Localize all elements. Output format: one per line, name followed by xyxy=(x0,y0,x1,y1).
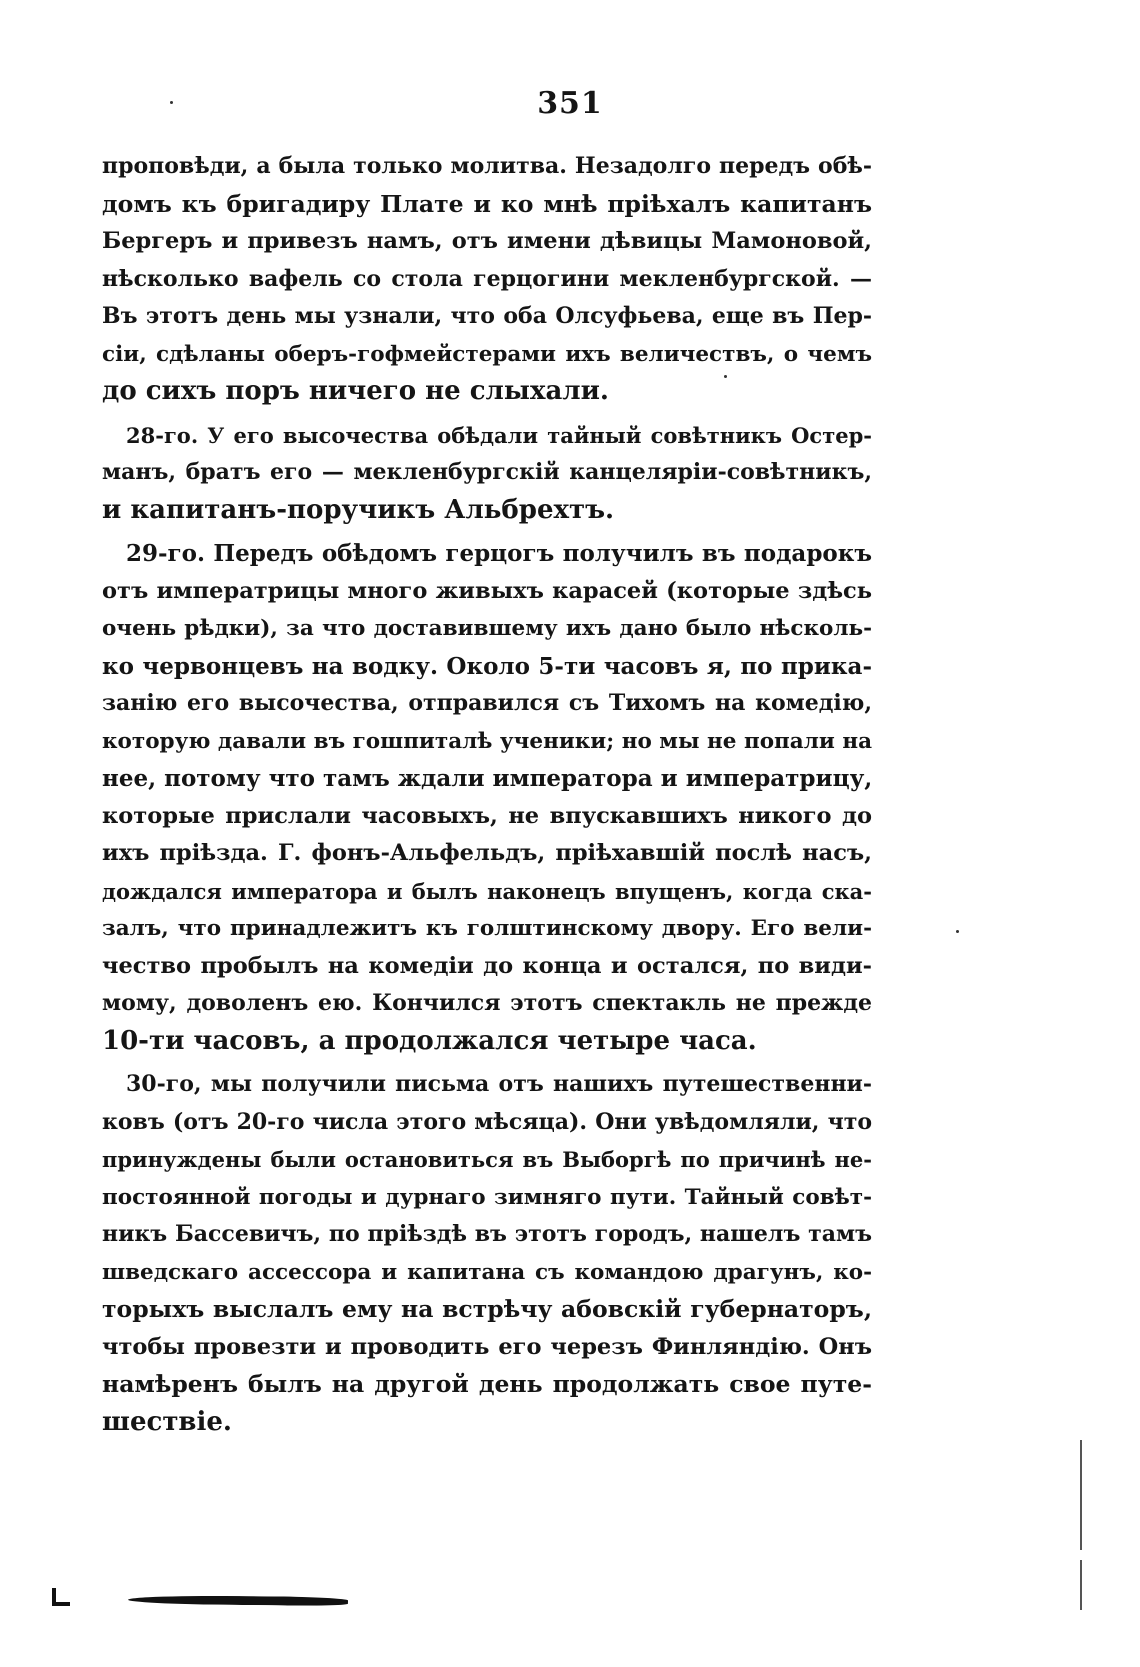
text-line: шествіе. xyxy=(102,1406,232,1437)
ink-speck xyxy=(956,930,959,933)
text-line: и капитанъ-поручикъ Альбрехтъ. xyxy=(102,494,615,525)
text-line: Бергеръ и привезъ намъ, отъ имени дѣвицы Мамоновой, xyxy=(102,228,872,254)
text-line: торыхъ выслалъ ему на встрѣчу абовскій губернаторъ, xyxy=(102,1295,872,1323)
text-line: ковъ (отъ 20-го числа этого мѣсяца). Они увѣдомляли, что xyxy=(102,1108,872,1135)
text-line: залъ, что принадлежитъ къ голштинскому двору. Его вели- xyxy=(102,916,872,941)
text-line: дождался императора и былъ наконецъ впущенъ, когда ска- xyxy=(102,878,872,904)
text-line: манъ, братъ его — мекленбургскій канцеляріи-совѣтникъ, xyxy=(102,459,872,485)
ink-smudge xyxy=(128,1595,348,1606)
paragraph-1 xyxy=(102,148,872,411)
text-line: шведскаго ассессора и капитана съ командою драгунъ, ко- xyxy=(102,1259,872,1285)
text-line: занію его высочества, отправился съ Тихомъ на комедію, xyxy=(102,690,872,716)
text-line: до сихъ поръ ничего не слыхали. xyxy=(102,376,609,406)
text-line: мому, доволенъ ею. Кончился этотъ спектакль не прежде xyxy=(102,990,872,1016)
text-line: ко червонцевъ на водку. Около 5-ти часовъ я, по прика- xyxy=(102,652,872,680)
text-line: 10-ти часовъ, а продолжался четыре часа. xyxy=(102,1025,757,1056)
text-line: очень рѣдки), за что доставившему ихъ дано было нѣсколь- xyxy=(102,616,872,641)
text-line: нее, потому что тамъ ждали императора и императрицу, xyxy=(102,765,873,792)
text-line: чтобы провезти и проводить его черезъ Финляндію. Онъ xyxy=(102,1333,872,1360)
paragraph-4 xyxy=(102,1066,872,1441)
text-line: нѣсколько вафель со стола герцогини мекленбургской. — xyxy=(102,265,872,292)
margin-scan-mark xyxy=(1080,1560,1082,1610)
text-line: которые прислали часовыхъ, не впускавшихъ никого до xyxy=(102,802,872,829)
text-line: 28-го. У его высочества обѣдали тайный совѣтникъ Остер- xyxy=(126,422,872,448)
body-text xyxy=(102,148,872,1447)
text-line: ихъ пріѣзда. Г. фонъ-Альфельдъ, пріѣхавшій послѣ насъ, xyxy=(102,840,872,866)
margin-scan-mark xyxy=(1080,1440,1082,1550)
text-line: Въ этотъ день мы узнали, что оба Олсуфьева, еще въ Пер- xyxy=(102,303,872,329)
text-line: 29-го. Передъ обѣдомъ герцогъ получилъ въ подарокъ xyxy=(126,540,872,567)
text-line: отъ императрицы много живыхъ карасей (которые здѣсь xyxy=(102,577,872,604)
text-line: 30-го, мы получили письма отъ нашихъ путешественни- xyxy=(126,1071,872,1097)
text-line: чество пробылъ на комедіи до конца и остался, по види- xyxy=(102,952,872,979)
page-number: 351 xyxy=(537,86,603,121)
corner-scan-mark xyxy=(52,1588,70,1606)
paragraph-3 xyxy=(102,535,872,1060)
text-line: которую давали въ гошпиталѣ ученики; но мы не попали на xyxy=(102,728,872,754)
paragraph-2 xyxy=(102,417,872,530)
text-line: постоянной погоды и дурнаго зимняго пути. Тайный совѣт- xyxy=(102,1184,872,1210)
text-line: никъ Бассевичъ, по пріѣздѣ въ этотъ городъ, нашелъ тамъ xyxy=(102,1221,872,1247)
text-line: принуждены были остановиться въ Выборгѣ по причинѣ не- xyxy=(102,1147,872,1172)
text-line: проповѣди, а была только молитва. Незадолго передъ обѣ- xyxy=(102,153,872,179)
text-line: сіи, сдѣланы оберъ-гофмейстерами ихъ величествъ, о чемъ xyxy=(102,341,872,367)
text-line: домъ къ бригадиру Плате и ко мнѣ пріѣхалъ капитанъ xyxy=(102,189,872,218)
text-line: намѣренъ былъ на другой день продолжать свое путе- xyxy=(102,1370,872,1398)
